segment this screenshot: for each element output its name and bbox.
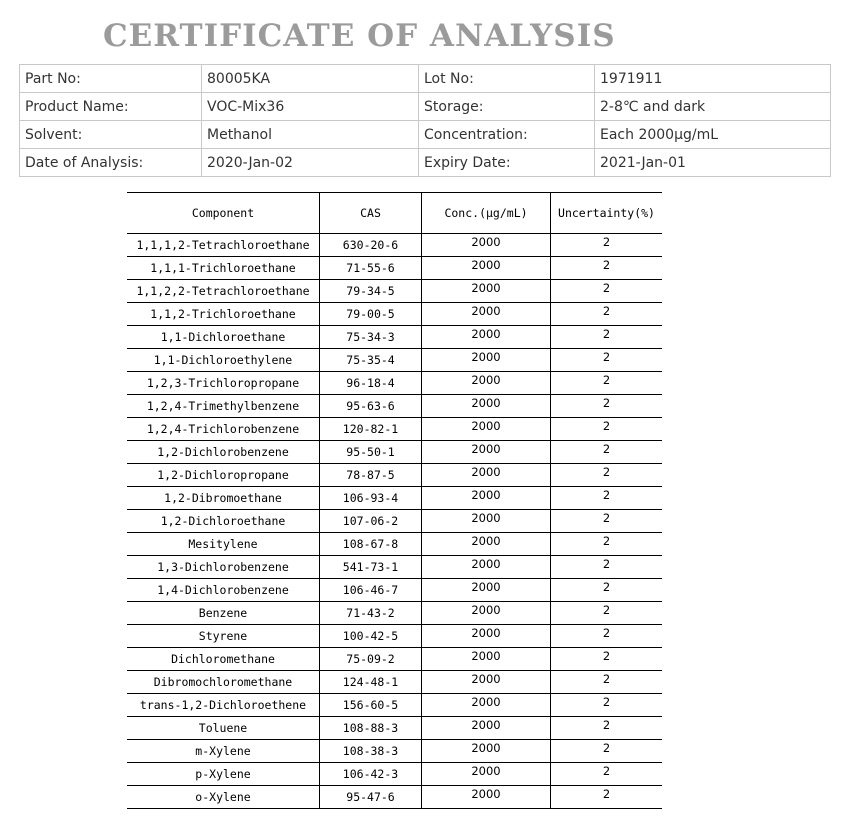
table-row bbox=[127, 234, 662, 257]
uncertainty: 2 bbox=[551, 717, 663, 740]
info-label-right: Expiry Date: bbox=[419, 149, 595, 177]
uncertainty: 2 bbox=[551, 579, 663, 602]
concentration: 2000 bbox=[422, 441, 551, 464]
header-cas: CAS bbox=[320, 193, 422, 234]
cas-number: 71-55-6 bbox=[320, 257, 422, 280]
concentration: 2000 bbox=[422, 648, 551, 671]
components-table bbox=[127, 192, 662, 809]
concentration: 2000 bbox=[422, 510, 551, 533]
component-name: 1,4-Dichlorobenzene bbox=[127, 579, 320, 602]
info-label-left: Date of Analysis: bbox=[20, 149, 202, 177]
component-name: 1,2,3-Trichloropropane bbox=[127, 372, 320, 395]
table-row bbox=[127, 786, 662, 809]
cas-number: 124-48-1 bbox=[320, 671, 422, 694]
table-row bbox=[127, 257, 662, 280]
concentration: 2000 bbox=[422, 234, 551, 257]
uncertainty: 2 bbox=[551, 257, 663, 280]
component-name: m-Xylene bbox=[127, 740, 320, 763]
table-row bbox=[127, 280, 662, 303]
uncertainty: 2 bbox=[551, 349, 663, 372]
table-row bbox=[127, 648, 662, 671]
uncertainty: 2 bbox=[551, 510, 663, 533]
cas-number: 106-42-3 bbox=[320, 763, 422, 786]
cas-number: 79-00-5 bbox=[320, 303, 422, 326]
table-row bbox=[127, 349, 662, 372]
concentration: 2000 bbox=[422, 786, 551, 809]
info-value-right: 2-8℃ and dark bbox=[595, 93, 831, 121]
concentration: 2000 bbox=[422, 717, 551, 740]
cas-number: 107-06-2 bbox=[320, 510, 422, 533]
component-name: o-Xylene bbox=[127, 786, 320, 809]
uncertainty: 2 bbox=[551, 441, 663, 464]
concentration: 2000 bbox=[422, 602, 551, 625]
cas-number: 106-46-7 bbox=[320, 579, 422, 602]
cas-number: 120-82-1 bbox=[320, 418, 422, 441]
cas-number: 96-18-4 bbox=[320, 372, 422, 395]
table-row bbox=[127, 740, 662, 763]
table-row bbox=[127, 556, 662, 579]
table-row bbox=[127, 418, 662, 441]
concentration: 2000 bbox=[422, 625, 551, 648]
components-header-row bbox=[127, 193, 662, 234]
component-name: 1,2,4-Trimethylbenzene bbox=[127, 395, 320, 418]
table-row bbox=[127, 464, 662, 487]
header-component: Component bbox=[127, 193, 320, 234]
uncertainty: 2 bbox=[551, 763, 663, 786]
table-row bbox=[127, 303, 662, 326]
concentration: 2000 bbox=[422, 694, 551, 717]
document-title: CERTIFICATE OF ANALYSIS bbox=[103, 18, 616, 54]
info-row bbox=[20, 65, 831, 93]
component-name: 1,2-Dichlorobenzene bbox=[127, 441, 320, 464]
concentration: 2000 bbox=[422, 326, 551, 349]
cas-number: 71-43-2 bbox=[320, 602, 422, 625]
component-name: Toluene bbox=[127, 717, 320, 740]
uncertainty: 2 bbox=[551, 303, 663, 326]
info-value-right: 1971911 bbox=[595, 65, 831, 93]
table-row bbox=[127, 395, 662, 418]
table-row bbox=[127, 326, 662, 349]
cas-number: 75-34-3 bbox=[320, 326, 422, 349]
product-info-table bbox=[19, 64, 831, 177]
cas-number: 75-09-2 bbox=[320, 648, 422, 671]
info-value-left: 80005KA bbox=[202, 65, 419, 93]
component-name: 1,1,2-Trichloroethane bbox=[127, 303, 320, 326]
info-row bbox=[20, 93, 831, 121]
concentration: 2000 bbox=[422, 303, 551, 326]
cas-number: 541-73-1 bbox=[320, 556, 422, 579]
concentration: 2000 bbox=[422, 533, 551, 556]
concentration: 2000 bbox=[422, 349, 551, 372]
cas-number: 95-63-6 bbox=[320, 395, 422, 418]
uncertainty: 2 bbox=[551, 464, 663, 487]
uncertainty: 2 bbox=[551, 533, 663, 556]
table-row bbox=[127, 763, 662, 786]
table-row bbox=[127, 533, 662, 556]
info-label-left: Product Name: bbox=[20, 93, 202, 121]
concentration: 2000 bbox=[422, 671, 551, 694]
uncertainty: 2 bbox=[551, 395, 663, 418]
cas-number: 75-35-4 bbox=[320, 349, 422, 372]
header-concentration: Conc.(μg/mL) bbox=[422, 193, 551, 234]
component-name: Styrene bbox=[127, 625, 320, 648]
info-value-right: Each 2000μg/mL bbox=[595, 121, 831, 149]
table-row bbox=[127, 625, 662, 648]
component-name: 1,1,1-Trichloroethane bbox=[127, 257, 320, 280]
uncertainty: 2 bbox=[551, 372, 663, 395]
component-name: p-Xylene bbox=[127, 763, 320, 786]
concentration: 2000 bbox=[422, 556, 551, 579]
uncertainty: 2 bbox=[551, 556, 663, 579]
component-name: 1,1,1,2-Tetrachloroethane bbox=[127, 234, 320, 257]
table-row bbox=[127, 579, 662, 602]
concentration: 2000 bbox=[422, 579, 551, 602]
info-row bbox=[20, 121, 831, 149]
cas-number: 100-42-5 bbox=[320, 625, 422, 648]
uncertainty: 2 bbox=[551, 418, 663, 441]
component-name: Mesitylene bbox=[127, 533, 320, 556]
component-name: 1,1,2,2-Tetrachloroethane bbox=[127, 280, 320, 303]
uncertainty: 2 bbox=[551, 671, 663, 694]
concentration: 2000 bbox=[422, 740, 551, 763]
info-row bbox=[20, 149, 831, 177]
cas-number: 106-93-4 bbox=[320, 487, 422, 510]
cas-number: 108-38-3 bbox=[320, 740, 422, 763]
cas-number: 108-88-3 bbox=[320, 717, 422, 740]
info-label-left: Part No: bbox=[20, 65, 202, 93]
uncertainty: 2 bbox=[551, 234, 663, 257]
component-name: trans-1,2-Dichloroethene bbox=[127, 694, 320, 717]
concentration: 2000 bbox=[422, 372, 551, 395]
component-name: 1,2,4-Trichlorobenzene bbox=[127, 418, 320, 441]
uncertainty: 2 bbox=[551, 786, 663, 809]
table-row bbox=[127, 602, 662, 625]
info-label-right: Storage: bbox=[419, 93, 595, 121]
info-label-right: Concentration: bbox=[419, 121, 595, 149]
cas-number: 95-50-1 bbox=[320, 441, 422, 464]
concentration: 2000 bbox=[422, 280, 551, 303]
uncertainty: 2 bbox=[551, 602, 663, 625]
component-name: 1,1-Dichloroethylene bbox=[127, 349, 320, 372]
component-name: 1,3-Dichlorobenzene bbox=[127, 556, 320, 579]
cas-number: 156-60-5 bbox=[320, 694, 422, 717]
table-row bbox=[127, 671, 662, 694]
concentration: 2000 bbox=[422, 487, 551, 510]
info-label-right: Lot No: bbox=[419, 65, 595, 93]
cas-number: 108-67-8 bbox=[320, 533, 422, 556]
concentration: 2000 bbox=[422, 257, 551, 280]
table-row bbox=[127, 372, 662, 395]
component-name: 1,2-Dibromoethane bbox=[127, 487, 320, 510]
info-value-left: 2020-Jan-02 bbox=[202, 149, 419, 177]
uncertainty: 2 bbox=[551, 740, 663, 763]
component-name: Benzene bbox=[127, 602, 320, 625]
header-uncertainty: Uncertainty(%) bbox=[551, 193, 663, 234]
component-name: Dichloromethane bbox=[127, 648, 320, 671]
concentration: 2000 bbox=[422, 418, 551, 441]
info-value-left: VOC-Mix36 bbox=[202, 93, 419, 121]
uncertainty: 2 bbox=[551, 280, 663, 303]
concentration: 2000 bbox=[422, 763, 551, 786]
cas-number: 95-47-6 bbox=[320, 786, 422, 809]
table-row bbox=[127, 441, 662, 464]
cas-number: 630-20-6 bbox=[320, 234, 422, 257]
cas-number: 79-34-5 bbox=[320, 280, 422, 303]
table-row bbox=[127, 694, 662, 717]
component-name: 1,2-Dichloroethane bbox=[127, 510, 320, 533]
component-name: 1,1-Dichloroethane bbox=[127, 326, 320, 349]
info-label-left: Solvent: bbox=[20, 121, 202, 149]
table-row bbox=[127, 717, 662, 740]
cas-number: 78-87-5 bbox=[320, 464, 422, 487]
component-name: Dibromochloromethane bbox=[127, 671, 320, 694]
info-value-right: 2021-Jan-01 bbox=[595, 149, 831, 177]
concentration: 2000 bbox=[422, 395, 551, 418]
uncertainty: 2 bbox=[551, 487, 663, 510]
table-row bbox=[127, 487, 662, 510]
info-value-left: Methanol bbox=[202, 121, 419, 149]
concentration: 2000 bbox=[422, 464, 551, 487]
component-name: 1,2-Dichloropropane bbox=[127, 464, 320, 487]
uncertainty: 2 bbox=[551, 694, 663, 717]
table-row bbox=[127, 510, 662, 533]
uncertainty: 2 bbox=[551, 326, 663, 349]
uncertainty: 2 bbox=[551, 625, 663, 648]
uncertainty: 2 bbox=[551, 648, 663, 671]
